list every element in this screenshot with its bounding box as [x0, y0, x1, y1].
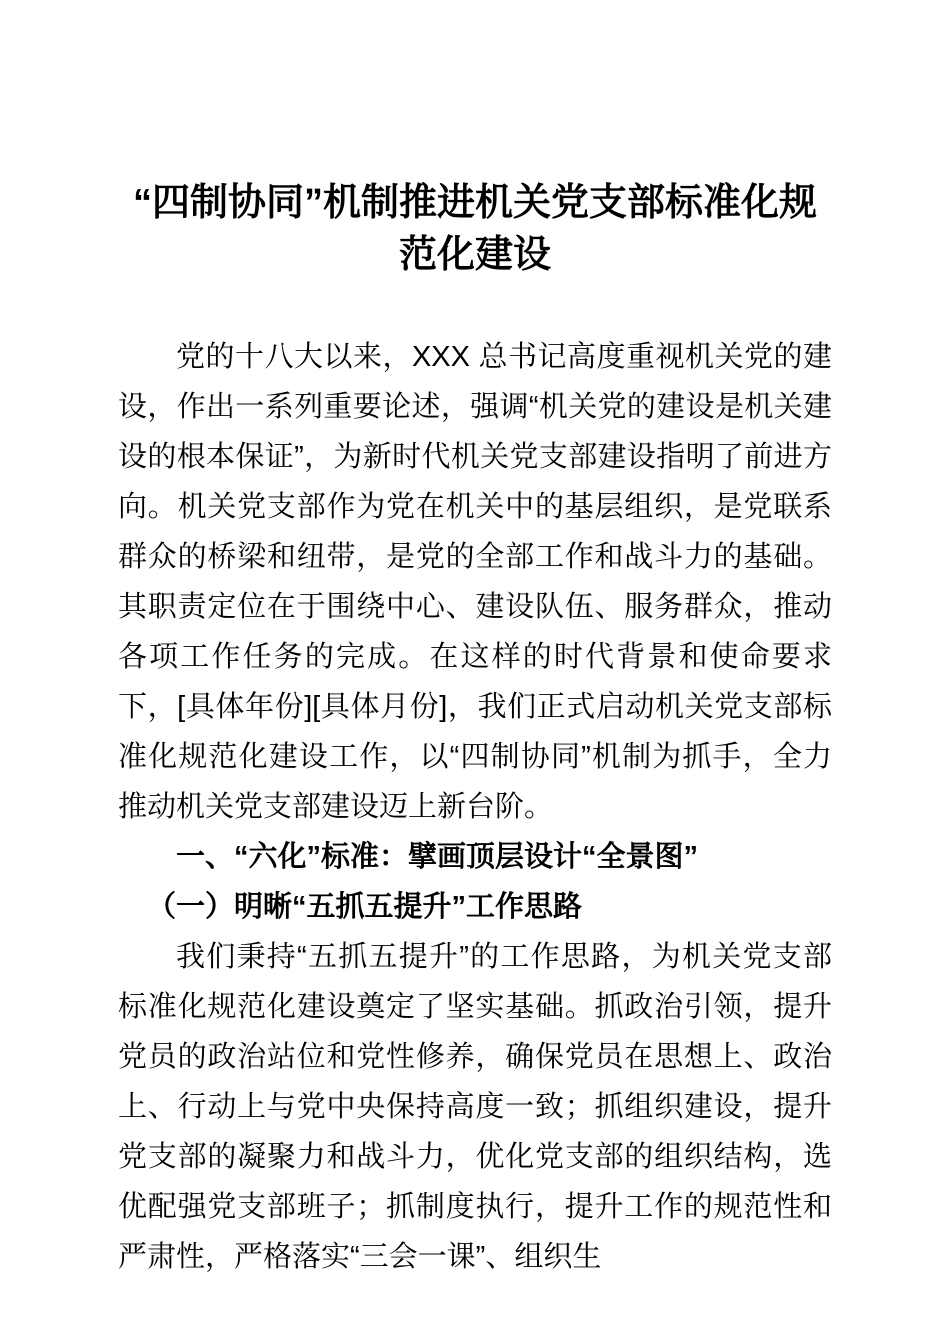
- intro-paragraph: 党的十八大以来，XXX 总书记高度重视机关党的建设，作出一系列重要论述，强调“机关党的建设是机关建设的根本保证”，为新时代机关党支部建设指明了前进方向。机关党支部作为党在机关中的基层组织，是党联系群众的桥梁和纽带，是党的全部工作和战斗力的基础。其职责定位在于围绕中心、建设队伍、服务群众，推动各项工作任务的完成。在这样的时代背景和使命要求下，[具体年份][具体月份]，我们正式启动机关党支部标准化规范化建设工作，以“四制协同”机制为抓手，全力推动机关党支部建设迈上新台阶。: [118, 341, 832, 823]
- subsection-heading: （一）明晰“五抓五提升”工作思路: [147, 891, 583, 923]
- body-paragraph: 我们秉持“五抓五提升”的工作思路，为机关党支部标准化规范化建设奠定了坚实基础。抓政治引领，提升党员的政治站位和党性修养，确保党员在思想上、政治上、行动上与党中央保持高度一致；抓组织建设，提升党支部的凝聚力和战斗力，优化党支部的组织结构，选优配强党支部班子；抓制度执行，提升工作的规范性和严肃性，严格落实“三会一课”、组织生: [118, 941, 832, 1273]
- document-title: “四制协同”机制推进机关党支部标准化规范化建设: [132, 182, 817, 276]
- section-heading: 一、“六化”标准：擘画顶层设计“全景图”: [176, 841, 699, 873]
